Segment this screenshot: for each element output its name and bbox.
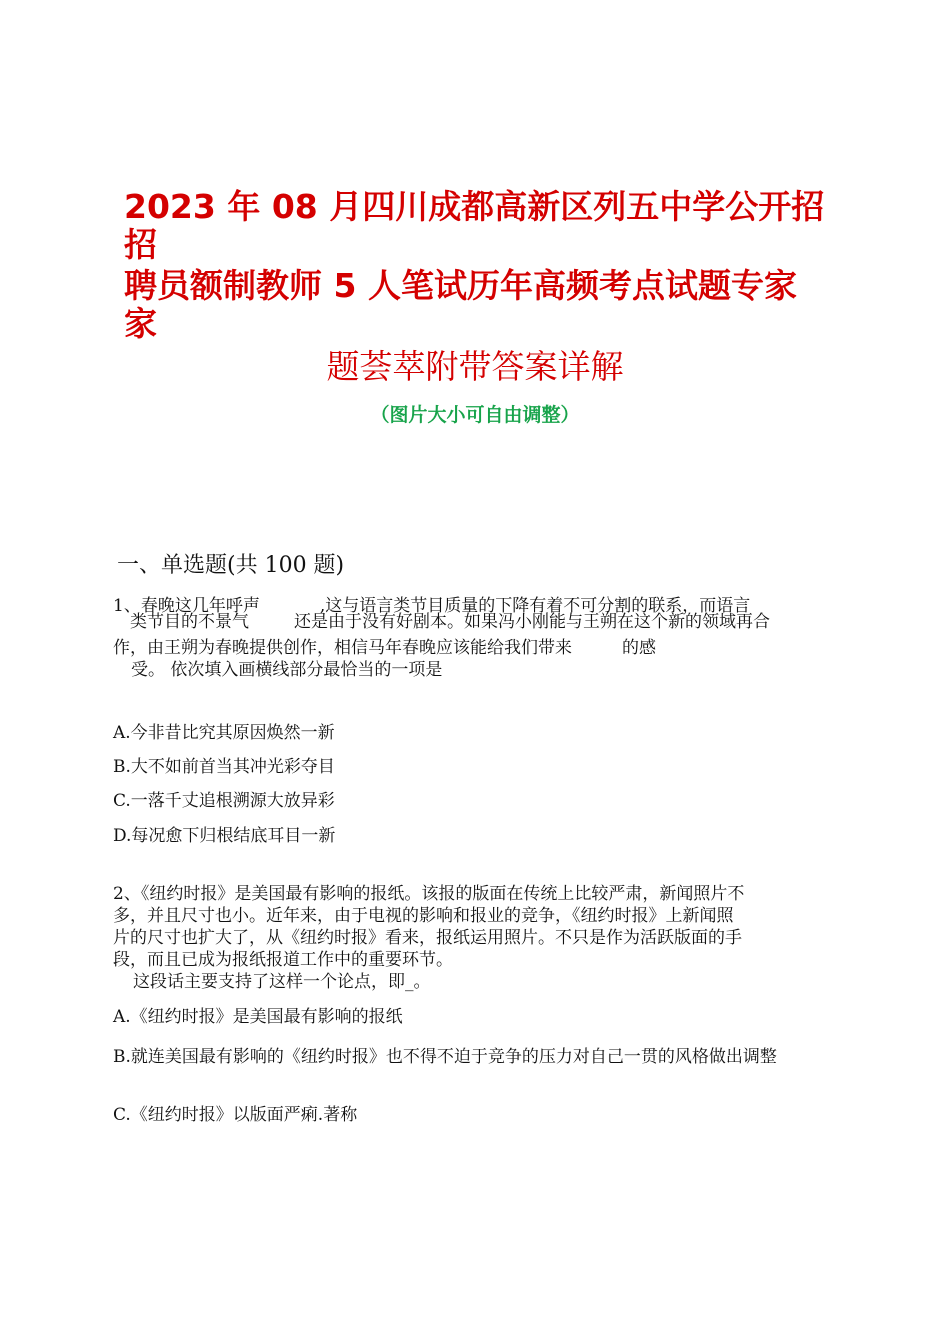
resize-note: （图片大小可自由调整） — [370, 404, 580, 426]
q2-option-c[interactable]: C.《纽约时报》以版面严痢.著称 — [113, 1105, 358, 1125]
q2-line-4: 段，而且已成为报纸报道工作中的重要环节。 — [113, 950, 453, 970]
section-heading: 一、单选题(共 100 题) — [117, 553, 345, 578]
q2-line-2: 多，并且尺寸也小。近年来，由于电视的影响和报业的竞争，《纽约时报》上新闻照 — [113, 906, 734, 926]
q2-line-5: 这段话主要支持了这样一个论点，即_。 — [133, 972, 431, 992]
question-1-stem — [113, 596, 833, 680]
question-2-stem — [113, 883, 833, 993]
q1-part-7: 受。 依次填入画横线部分最恰当的一项是 — [131, 660, 443, 680]
q2-option-b[interactable]: B.就连美国最有影响的《纽约时报》也不得不迫于竞争的压力对自己一贯的风格做出调整 — [113, 1047, 777, 1067]
q1-part-2: ,这与语言类节目质量的下降有着不可分割的联系，而语言 — [319, 596, 751, 616]
q1-part-4: 还是由于没有好剧本。如果冯小刚能与王朔在这个新的领域再合 — [294, 612, 770, 632]
q1-option-d[interactable]: D.每况愈下归根结底耳目一新 — [113, 826, 336, 846]
q1-option-a[interactable]: A.今非昔比究其原因焕然一新 — [113, 723, 335, 743]
title-line-2: 聘员额制教师 5 人笔试历年高频考点试题专家 — [124, 266, 797, 305]
title-line-3: 题荟萃附带答案详解 — [326, 347, 624, 386]
q1-part-1: 1、春晚这几年呼声 — [113, 596, 260, 616]
q2-option-a[interactable]: A.《纽约时报》是美国最有影响的报纸 — [113, 1007, 403, 1027]
q1-option-b[interactable]: B.大不如前首当其冲光彩夺目 — [113, 757, 335, 777]
title-line-2-wrap: 家 — [124, 304, 157, 343]
q1-part-5: 作，由王朔为春晚提供创作，相信马年春晚应该能给我们带来 — [113, 638, 572, 658]
q1-option-c[interactable]: C.一落千丈追根溯源大放异彩 — [113, 791, 335, 811]
q2-line-1: 2、《纽约时报》是美国最有影响的报纸。该报的版面在传统上比较严肃，新闻照片不 — [113, 884, 745, 904]
q2-line-3: 片的尺寸也扩大了，从《纽约时报》看来，报纸运用照片。不只是作为活跃版面的手 — [113, 928, 742, 948]
q1-part-6: 的感 — [622, 638, 656, 658]
q1-part-3: 类节目的不景气 — [130, 612, 249, 632]
title-line-1-wrap: 招 — [124, 225, 157, 264]
title-line-1: 2023 年 08 月四川成都高新区列五中学公开招 — [124, 187, 825, 226]
